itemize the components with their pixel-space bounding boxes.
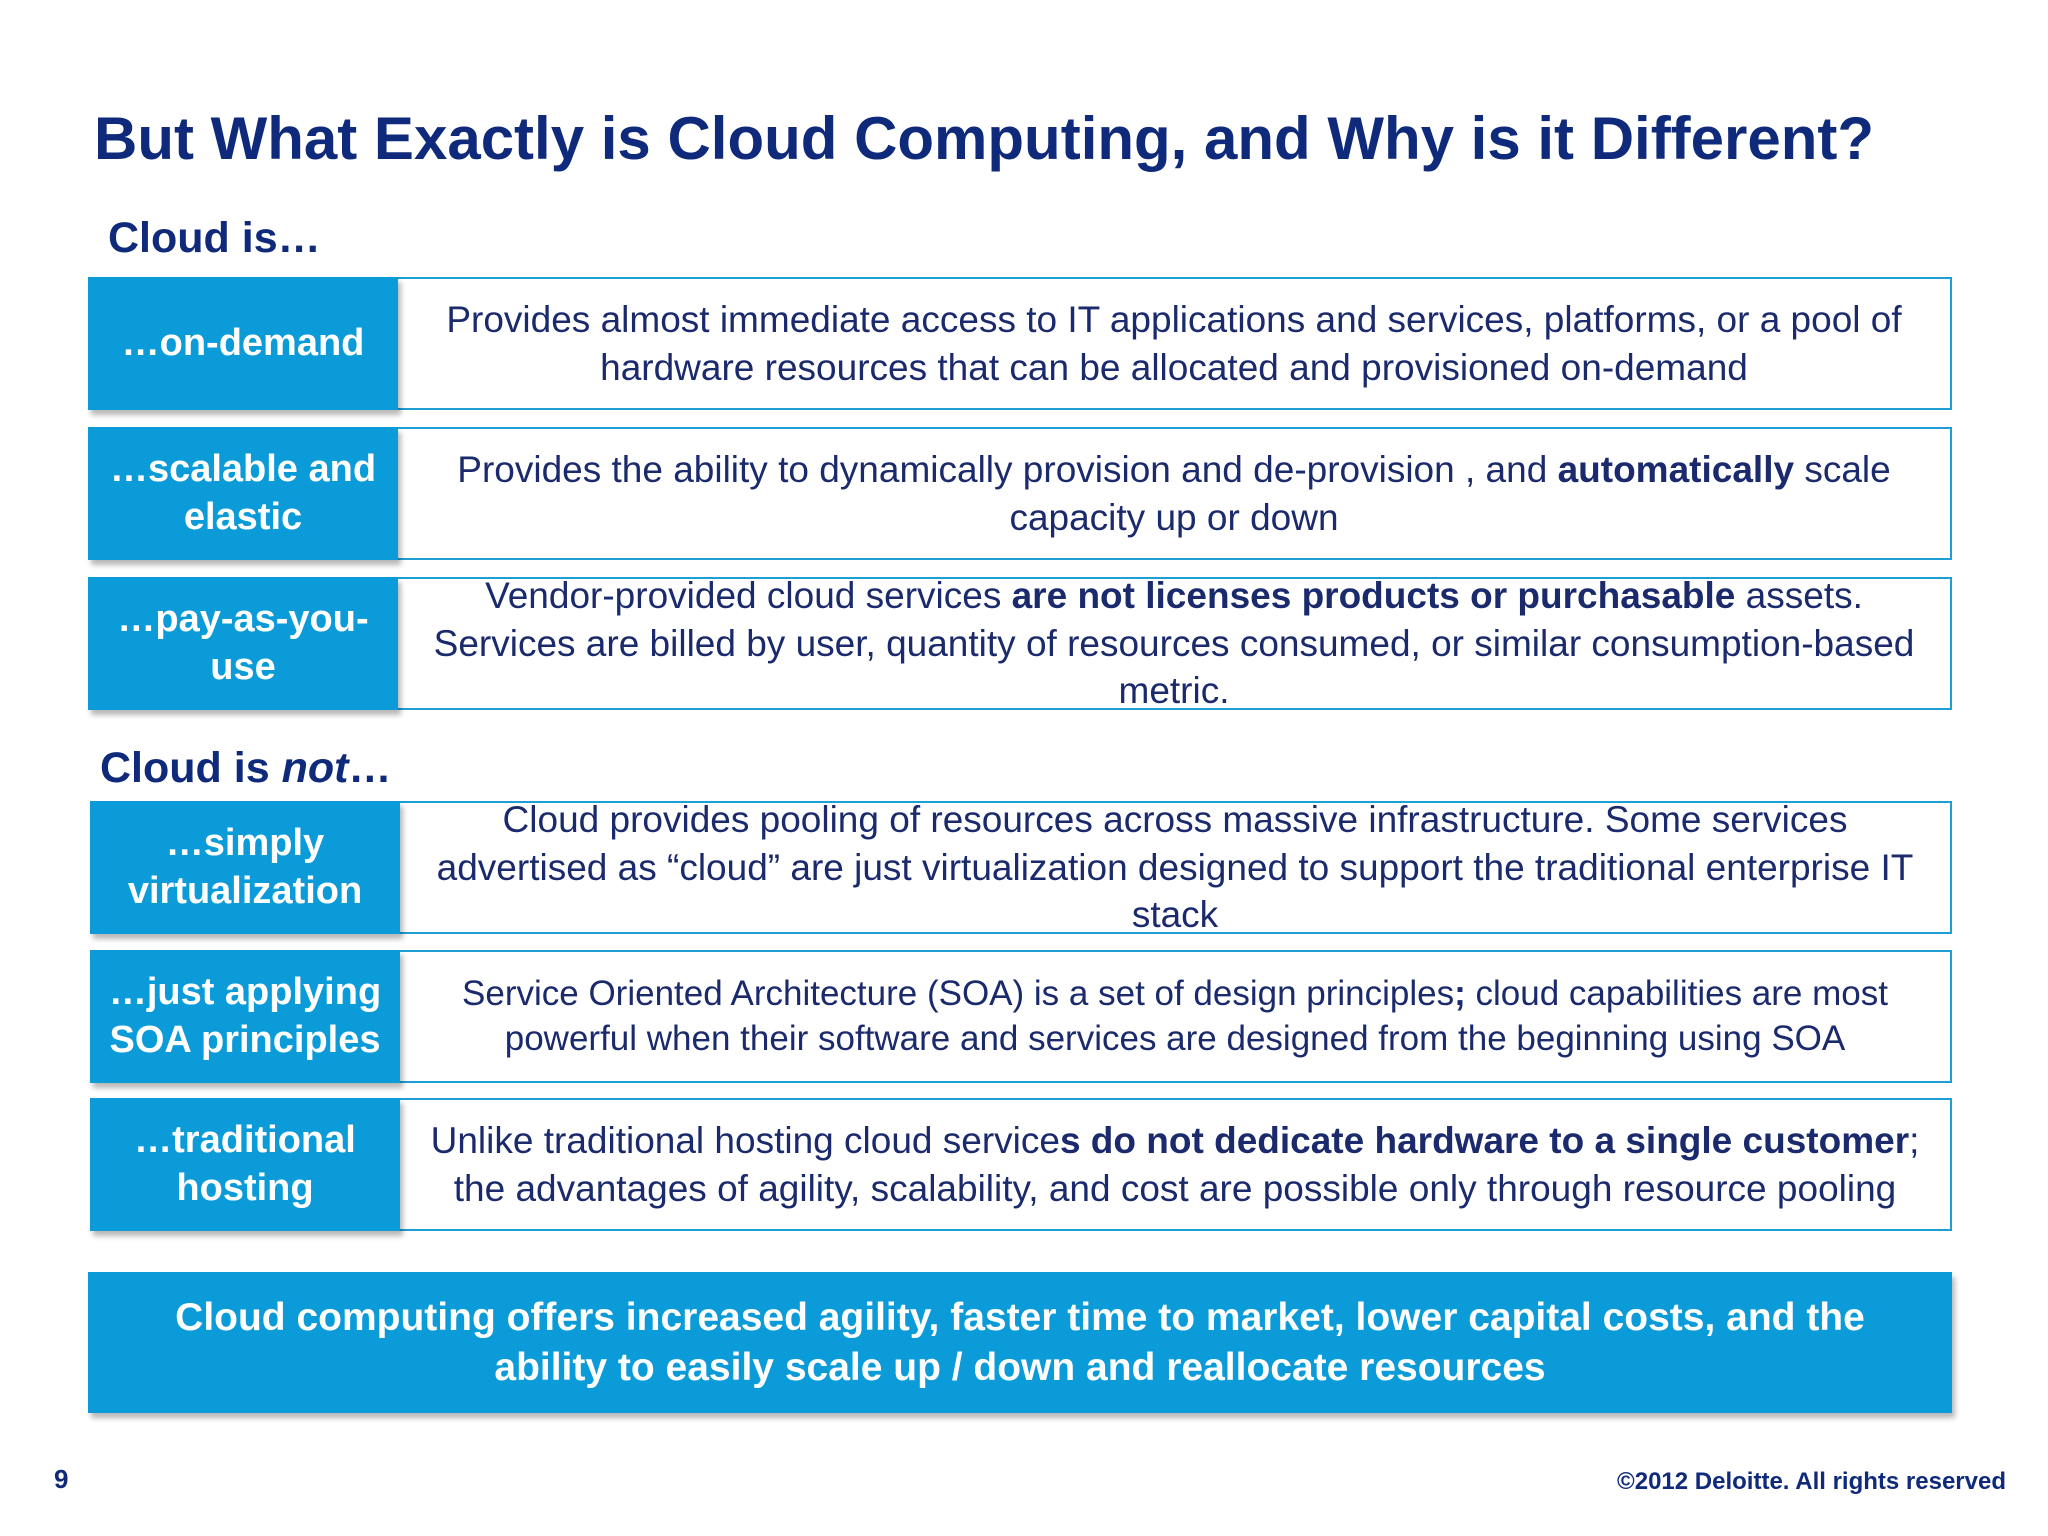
cloud-is-not-row-soa	[90, 950, 1952, 1083]
slide-title: But What Exactly is Cloud Computing, and Why is it Different?	[94, 105, 1875, 172]
text-segment: ; the advantages of agility, scalability, and cost are possible only through resource pooling	[453, 1120, 1920, 1209]
heading-emphasis: not	[281, 744, 349, 792]
text-segment: Provides the ability to dynamically provision and de-provision , and	[457, 449, 1558, 491]
row-description	[398, 1098, 1952, 1231]
text-segment: Service Oriented Architecture (SOA) is a set of design principles	[462, 973, 1455, 1013]
heading-suffix: …	[348, 744, 392, 792]
cloud-is-not-heading	[100, 744, 391, 793]
row-description	[396, 427, 1952, 560]
row-label: …on-demand	[88, 277, 398, 410]
cloud-is-not-row-traditional-hosting	[90, 1098, 1952, 1231]
page-number: 9	[54, 1464, 69, 1494]
bold-text: automatically	[1557, 449, 1795, 491]
cloud-is-heading: Cloud is…	[108, 214, 321, 262]
cloud-is-row-pay-as-you-use	[88, 577, 1952, 710]
row-description	[396, 277, 1952, 410]
bold-text: are not licenses products or purchasable	[1011, 575, 1736, 617]
row-description	[398, 950, 1952, 1083]
description-text	[412, 296, 1936, 391]
summary-banner: Cloud computing offers increased agility, faster time to market, lower capital costs, and the ability to easily scale up / down and reallocate resources	[88, 1272, 1952, 1413]
row-description	[398, 801, 1952, 934]
description-text	[414, 972, 1936, 1062]
row-label: …pay-as-you-use	[88, 577, 398, 710]
text-segment: Cloud provides pooling of resources across massive infrastructure. Some services advertised as “cloud” are just virtualization designed to support the traditional enterprise IT stack	[436, 799, 1914, 936]
description-text	[414, 1117, 1936, 1212]
row-label: …simply virtualization	[90, 801, 400, 934]
cloud-is-not-row-virtualization	[90, 801, 1952, 934]
text-segment: assets. Services are billed by user, quantity of resources consumed, or similar consumption-based metric.	[433, 575, 1915, 712]
description-text	[414, 796, 1936, 938]
bold-text: ;	[1454, 973, 1466, 1013]
text-segment: Provides almost immediate access to IT applications and services, platforms, or a pool of hardware resources that can be allocated and provisioned on-demand	[446, 299, 1902, 388]
row-label: …just applying SOA principles	[90, 950, 400, 1083]
cloud-is-row-on-demand	[88, 277, 1952, 410]
text-segment: cloud capabilities are most powerful when their software and services are designed from the beginning using SOA	[504, 973, 1888, 1058]
heading-prefix: Cloud is	[100, 744, 282, 792]
bold-text: s do not dedicate hardware to a single customer	[1059, 1120, 1910, 1162]
text-segment: Unlike traditional hosting cloud service	[430, 1120, 1060, 1162]
description-text	[412, 446, 1936, 541]
row-description	[396, 577, 1952, 710]
row-label: …traditional hosting	[90, 1098, 400, 1231]
text-segment: Vendor-provided cloud services	[485, 575, 1012, 617]
row-label: …scalable and elastic	[88, 427, 398, 560]
text-segment: scale capacity up or down	[1009, 449, 1891, 538]
cloud-is-row-scalable	[88, 427, 1952, 560]
description-text	[412, 572, 1936, 714]
copyright-notice: ©2012 Deloitte. All rights reserved	[1617, 1468, 2006, 1495]
